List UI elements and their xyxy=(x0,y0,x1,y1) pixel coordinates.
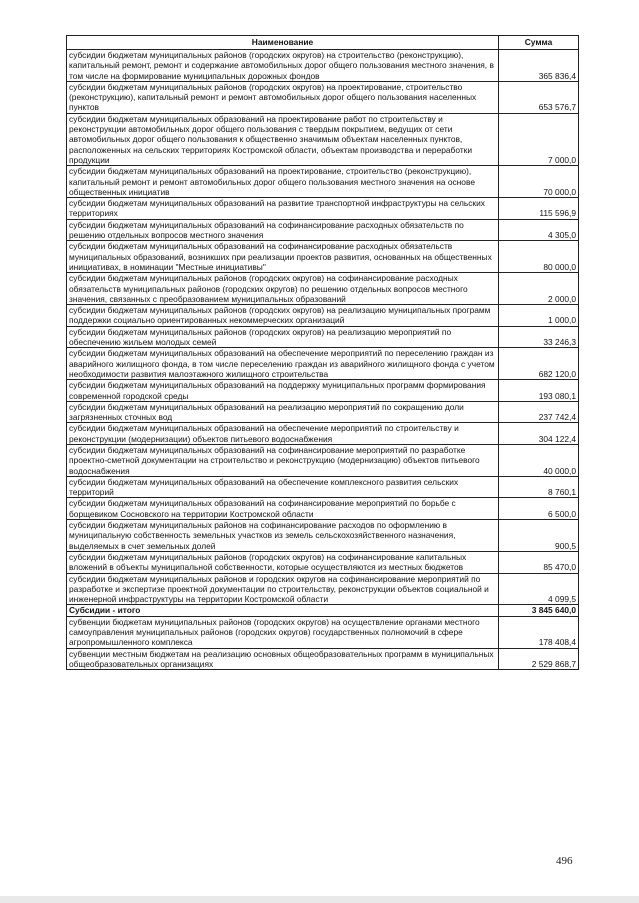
row-sum-cell: 4 099,5 xyxy=(499,573,579,605)
row-sum-cell: 70 000,0 xyxy=(499,166,579,198)
row-name-cell: субсидии бюджетам муниципальных образований на проектирование, строительство (реконструкцию), капитальный ремонт и ремонт автомобильных дорог общего пользования местного значения на основе общественных инициатив xyxy=(67,166,499,198)
table-row xyxy=(67,273,579,305)
row-name-cell: субсидии бюджетам муниципальных образований на софинансирование расходных обязательств муниципальных образований, возникших при реализации проектов развития, основанных на общественных инициативах, в номинации "Местные инициативы" xyxy=(67,241,499,273)
row-name-cell: субсидии бюджетам муниципальных районов (городских округов) на проектирование, строительство (реконструкцию), капитальный ремонт и ремонт автомобильных дорог общего пользования населенных пунктов xyxy=(67,81,499,113)
table-row xyxy=(67,305,579,327)
row-name-cell: субсидии бюджетам муниципальных образований на софинансирование мероприятий по борьбе с борщевиком Сосновского на территории Костромской области xyxy=(67,498,499,520)
column-header-name: Наименование xyxy=(67,36,499,50)
row-name-cell: субсидии бюджетам муниципальных образований на обеспечение комплексного развития сельских территорий xyxy=(67,476,499,498)
table-row xyxy=(67,573,579,605)
table-row xyxy=(67,113,579,165)
row-name-cell: субсидии бюджетам муниципальных районов на софинансирование расходов по оформлению в муниципальную собственность земельных участков из земель сельскохозяйственного назначения, выделяемых в счет земельных долей xyxy=(67,520,499,552)
row-name-cell: субсидии бюджетам муниципальных районов (городских округов) на реализацию муниципальных программ поддержки социально ориентированных некоммерческих организаций xyxy=(67,305,499,327)
table-row xyxy=(67,444,579,476)
row-sum-cell: 3 845 640,0 xyxy=(499,605,579,616)
row-name-cell: субсидии бюджетам муниципальных районов (городских округов) на софинансирование расходных обязательств муниципальных районов (городских округов) по решению отдельных вопросов местного значения, связанных с преобразованием муниципальных образований xyxy=(67,273,499,305)
row-sum-cell: 2 000,0 xyxy=(499,273,579,305)
table-row xyxy=(67,348,579,380)
row-name-cell: субсидии бюджетам муниципальных образований на обеспечение мероприятий по переселению граждан из аварийного жилищного фонда, в том числе переселению граждан из аварийного жилищного фонда с учетом необходимости развития малоэтажного жилищного строительства xyxy=(67,348,499,380)
row-name-cell: субвенции бюджетам муниципальных районов (городских округов) на осуществление органами местного самоуправления муниципальных районов (городских округов) государственных полномочий в сфере агропромышленного комплекса xyxy=(67,616,499,648)
row-name-cell: субсидии бюджетам муниципальных районов (городских округов) на софинансирование капитальных вложений в объекты муниципальной собственности, которые осуществляются из местных бюджетов xyxy=(67,551,499,573)
row-sum-cell: 40 000,0 xyxy=(499,444,579,476)
row-name-cell: субсидии бюджетам муниципальных образований на проектирование работ по строительству и реконструкции автомобильных дорог общего пользования с твердым покрытием, ведущих от сети автомобильных дорог общего пользования к общественно значимым объектам населенных пунктов, расположенных на сельских территориях Костромской области, объектам производства и переработки продукции xyxy=(67,113,499,165)
table-row xyxy=(67,498,579,520)
table-body xyxy=(67,50,579,670)
row-name-cell: субвенции местным бюджетам на реализацию основных общеобразовательных программ в муниципальных общеобразовательных организациях xyxy=(67,648,499,670)
row-name-cell: субсидии бюджетам муниципальных районов (городских округов) на строительство (реконструкцию), капитальный ремонт, ремонт и содержание автомобильных дорог общего пользования местного значения, в том числе на формирование муниципальных дорожных фондов xyxy=(67,50,499,82)
column-header-sum: Сумма xyxy=(499,36,579,50)
table-row xyxy=(67,241,579,273)
table-row xyxy=(67,520,579,552)
row-sum-cell: 2 529 868,7 xyxy=(499,648,579,670)
row-name-cell: субсидии бюджетам муниципальных районов и городских округов на софинансирование мероприятий по разработке и экспертизе проектной документации по строительству, реконструкции объектов социальной и инженерной инфраструктуры на территории Костромской области xyxy=(67,573,499,605)
table-header-row xyxy=(67,36,579,50)
row-name-cell: Субсидии - итого xyxy=(67,605,499,616)
row-sum-cell: 900,5 xyxy=(499,520,579,552)
row-sum-cell: 7 000,0 xyxy=(499,113,579,165)
table-row xyxy=(67,616,579,648)
table-row xyxy=(67,198,579,220)
table-row xyxy=(67,401,579,423)
row-name-cell: субсидии бюджетам муниципальных районов (городских округов) на реализацию мероприятий по обеспечению жильем молодых семей xyxy=(67,326,499,348)
row-sum-cell: 365 836,4 xyxy=(499,50,579,82)
row-sum-cell: 4 305,0 xyxy=(499,219,579,241)
row-sum-cell: 8 760,1 xyxy=(499,476,579,498)
row-sum-cell: 85 470,0 xyxy=(499,551,579,573)
row-sum-cell: 304 122,4 xyxy=(499,423,579,445)
row-sum-cell: 682 120,0 xyxy=(499,348,579,380)
row-name-cell: субсидии бюджетам муниципальных образований на реализацию мероприятий по сокращению доли загрязненных сточных вод xyxy=(67,401,499,423)
row-sum-cell: 178 408,4 xyxy=(499,616,579,648)
table-row xyxy=(67,50,579,82)
scan-edge xyxy=(0,896,639,903)
document-page xyxy=(66,35,578,670)
table-row xyxy=(67,219,579,241)
total-row xyxy=(67,605,579,616)
table-row xyxy=(67,380,579,402)
table-row xyxy=(67,326,579,348)
row-sum-cell: 193 080,1 xyxy=(499,380,579,402)
row-name-cell: субсидии бюджетам муниципальных образований на развитие транспортной инфраструктуры на сельских территориях xyxy=(67,198,499,220)
row-sum-cell: 1 000,0 xyxy=(499,305,579,327)
budget-table xyxy=(66,35,579,670)
table-row xyxy=(67,423,579,445)
row-name-cell: субсидии бюджетам муниципальных образований на поддержку муниципальных программ формирования современной городской среды xyxy=(67,380,499,402)
table-row xyxy=(67,551,579,573)
row-sum-cell: 115 596,9 xyxy=(499,198,579,220)
row-name-cell: субсидии бюджетам муниципальных образований на софинансирование расходных обязательств по решению отдельных вопросов местного значения xyxy=(67,219,499,241)
row-sum-cell: 653 576,7 xyxy=(499,81,579,113)
table-row xyxy=(67,476,579,498)
table-row xyxy=(67,166,579,198)
row-sum-cell: 237 742,4 xyxy=(499,401,579,423)
table-row xyxy=(67,81,579,113)
row-name-cell: субсидии бюджетам муниципальных образований на софинансирование мероприятий по разработке проектно-сметной документации на строительство и реконструкцию (модернизацию) объектов питьевого водоснабжения xyxy=(67,444,499,476)
row-sum-cell: 6 500,0 xyxy=(499,498,579,520)
row-sum-cell: 33 246,3 xyxy=(499,326,579,348)
row-name-cell: субсидии бюджетам муниципальных образований на обеспечение мероприятий по строительству и реконструкции (модернизации) объектов питьевого водоснабжения xyxy=(67,423,499,445)
page-number: 496 xyxy=(556,855,573,867)
row-sum-cell: 80 000,0 xyxy=(499,241,579,273)
table-row xyxy=(67,648,579,670)
